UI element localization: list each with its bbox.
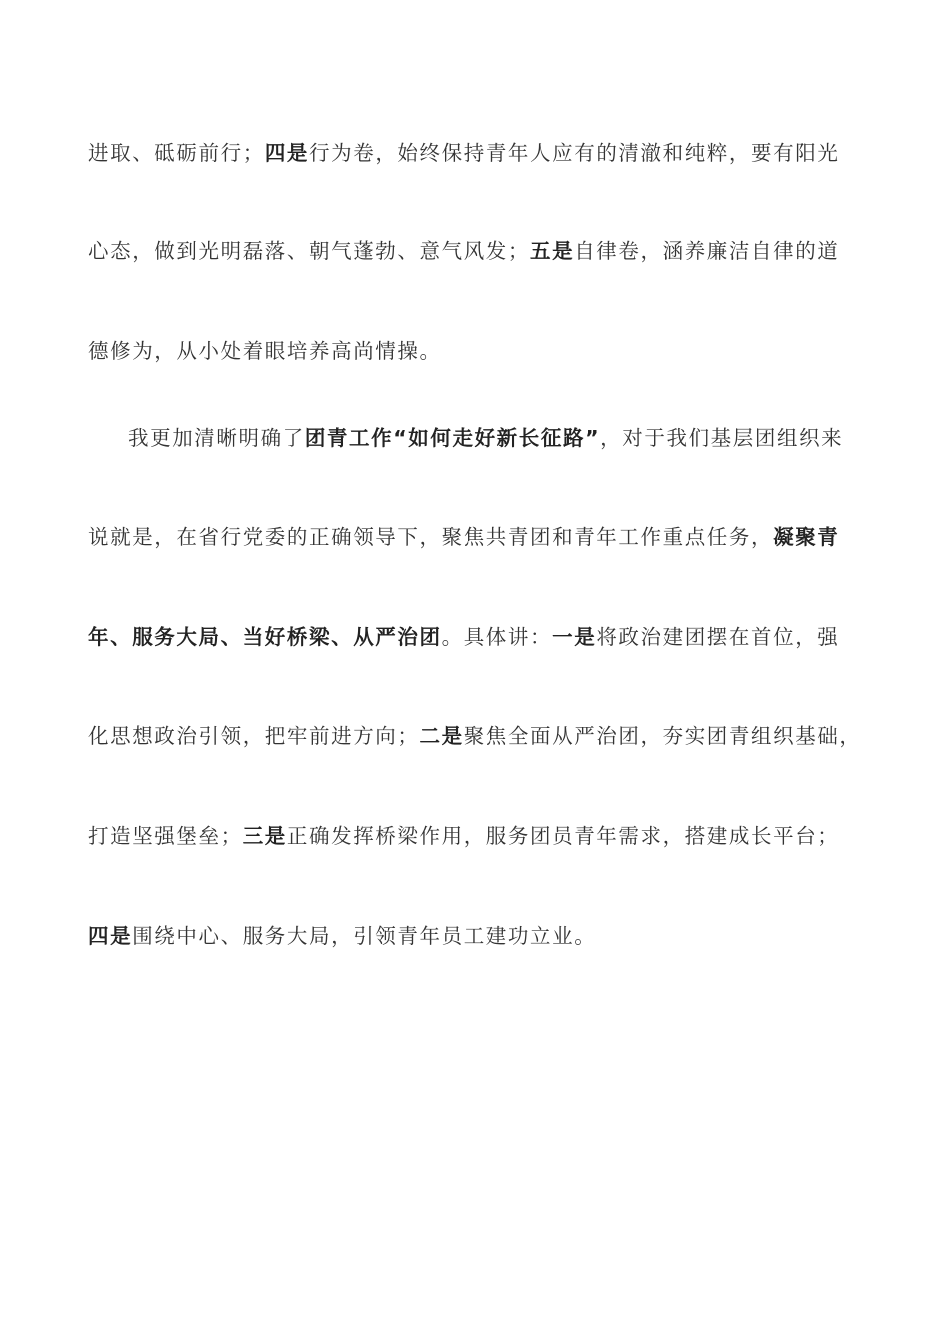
text-segment: 德修为，从小处着眼培养高尚情操。 [88, 339, 442, 363]
text-line [88, 922, 596, 950]
text-line [88, 623, 839, 651]
bold-segment: 四是 [264, 141, 310, 165]
bold-segment: 凝聚青 [773, 525, 840, 549]
text-line [88, 337, 442, 365]
text-segment: 进取、砥砺前行； [88, 141, 265, 165]
text-line [88, 523, 839, 551]
bold-segment: 四是 [88, 924, 133, 948]
text-segment: 化思想政治引领，把牢前进方向； [88, 724, 420, 748]
text-segment: 打造坚强堡垒； [88, 824, 243, 848]
text-line [128, 424, 843, 452]
bold-segment: 一是 [552, 625, 597, 649]
text-segment: 正确发挥桥梁作用，服务团员青年需求，搭建成长平台； [286, 824, 840, 848]
bold-segment: 年、服务大局、当好桥梁、从严治团 [88, 625, 442, 649]
text-segment: 说就是，在省行党委的正确领导下，聚焦共青团和青年工作重点任务， [88, 525, 774, 549]
bold-segment: 团青工作“如何走好新长征路” [304, 426, 601, 450]
text-segment: 围绕中心、服务大局，引领青年员工建功立业。 [132, 924, 597, 948]
text-segment: ，对于我们基层团组织来 [600, 426, 844, 450]
text-line [88, 139, 839, 167]
text-segment: 聚焦全面从严治团，夯实团青组织基础， [463, 724, 862, 748]
text-segment: 行为卷，始终保持青年人应有的清澈和纯粹，要有阳光 [309, 141, 840, 165]
text-segment: 将政治建团摆在首位，强 [596, 625, 840, 649]
text-segment: 自律卷，涵养廉洁自律的道 [574, 239, 840, 263]
text-segment: 心态，做到光明磊落、朝气蓬勃、意气风发； [88, 239, 530, 263]
bold-segment: 三是 [242, 824, 287, 848]
bold-segment: 二是 [419, 724, 464, 748]
text-segment: 我更加清晰明确了 [128, 426, 305, 450]
text-line [88, 237, 839, 265]
text-line [88, 822, 839, 850]
text-segment: 。具体讲： [441, 625, 553, 649]
text-line [88, 722, 862, 750]
bold-segment: 五是 [530, 239, 575, 263]
